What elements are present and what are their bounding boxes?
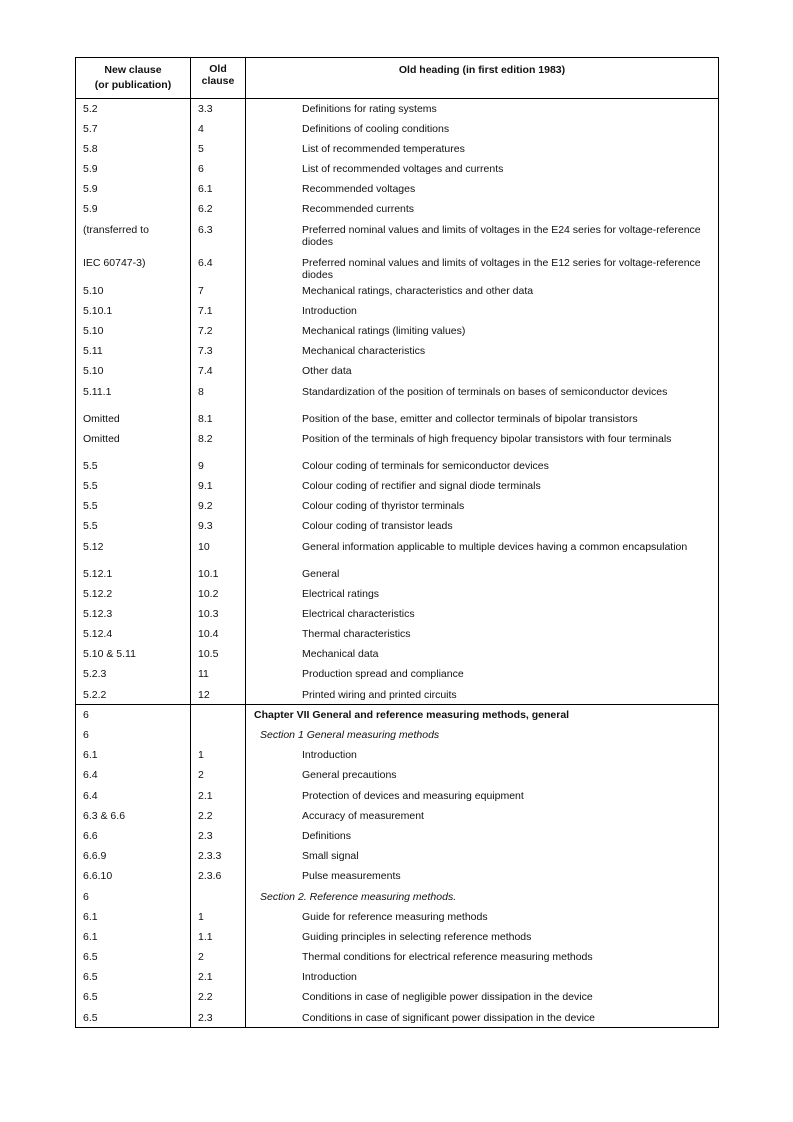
clause-correspondence-page: [75, 57, 718, 1028]
old-heading-cell: Recommended voltages: [246, 179, 719, 199]
old-clause-cell: 2.1: [191, 967, 246, 987]
old-clause-cell: 7: [191, 281, 246, 301]
table-row: [76, 866, 719, 886]
table-row: [76, 987, 719, 1007]
new-clause-cell: 6: [76, 705, 191, 725]
new-clause-cell: 5.10: [76, 281, 191, 301]
table-row: [76, 537, 719, 564]
new-clause-cell: 6.5: [76, 987, 191, 1007]
old-clause-cell: 1: [191, 745, 246, 765]
table-row: [76, 253, 719, 281]
old-clause-cell: 8: [191, 382, 246, 409]
old-clause-cell: 2: [191, 947, 246, 967]
old-heading-cell: Standardization of the position of terminals on bases of semiconductor devices: [246, 382, 719, 409]
table-header-row: [76, 58, 719, 99]
old-clause-cell: 5: [191, 139, 246, 159]
new-clause-cell: 5.12.3: [76, 604, 191, 624]
old-heading-cell: Guide for reference measuring methods: [246, 907, 719, 927]
old-clause-cell: 9: [191, 456, 246, 476]
table-row: [76, 644, 719, 664]
old-heading-cell: Other data: [246, 361, 719, 381]
table-row: [76, 516, 719, 536]
table-row: [76, 786, 719, 806]
table-row: [76, 301, 719, 321]
old-clause-cell: 10.1: [191, 564, 246, 584]
old-clause-cell: 9.3: [191, 516, 246, 536]
new-clause-cell: 6.1: [76, 907, 191, 927]
table-row: [76, 564, 719, 584]
header-new-clause-line1: New clause: [104, 64, 162, 76]
new-clause-cell: 5.5: [76, 456, 191, 476]
old-heading-cell: Mechanical characteristics: [246, 341, 719, 361]
new-clause-cell: 5.9: [76, 199, 191, 219]
old-heading-cell: Preferred nominal values and limits of voltages in the E24 series for voltage-reference diodes: [246, 220, 719, 253]
old-heading-cell: Protection of devices and measuring equipment: [246, 786, 719, 806]
table-body: [76, 99, 719, 1028]
new-clause-cell: 5.2.2: [76, 685, 191, 705]
new-clause-cell: 6.1: [76, 745, 191, 765]
old-heading-cell: Printed wiring and printed circuits: [246, 685, 719, 705]
new-clause-cell: 5.11.1: [76, 382, 191, 409]
new-clause-cell: 5.12.2: [76, 584, 191, 604]
old-clause-cell: 7.4: [191, 361, 246, 381]
new-clause-cell: 5.10: [76, 321, 191, 341]
old-heading-cell: Position of the base, emitter and collector terminals of bipolar transistors: [246, 409, 719, 429]
old-clause-cell: 10.2: [191, 584, 246, 604]
old-clause-cell: 10.3: [191, 604, 246, 624]
new-clause-cell: 5.5: [76, 516, 191, 536]
old-clause-cell: 1: [191, 907, 246, 927]
old-heading-cell: Mechanical ratings (limiting values): [246, 321, 719, 341]
old-clause-cell: 2.3.6: [191, 866, 246, 886]
table-row: [76, 99, 719, 119]
old-clause-cell: 6.3: [191, 220, 246, 253]
new-clause-cell: 5.7: [76, 119, 191, 139]
new-clause-cell: 5.12.1: [76, 564, 191, 584]
old-heading-cell: Introduction: [246, 745, 719, 765]
table-row: [76, 281, 719, 301]
new-clause-cell: 5.10: [76, 361, 191, 381]
table-row: [76, 496, 719, 516]
old-clause-cell: 10: [191, 537, 246, 564]
old-heading-cell: Position of the terminals of high frequency bipolar transistors with four terminals: [246, 429, 719, 456]
table-row: [76, 826, 719, 846]
old-clause-cell: 12: [191, 685, 246, 705]
new-clause-cell: 5.11: [76, 341, 191, 361]
new-clause-cell: 6.4: [76, 765, 191, 785]
new-clause-cell: 6.6: [76, 826, 191, 846]
old-clause-cell: 2.3.3: [191, 846, 246, 866]
old-clause-cell: 3.3: [191, 99, 246, 119]
table-row: [76, 624, 719, 644]
new-clause-cell: 5.12: [76, 537, 191, 564]
old-heading-cell: Production spread and compliance: [246, 664, 719, 684]
old-clause-cell: [191, 887, 246, 907]
old-heading-cell: Electrical characteristics: [246, 604, 719, 624]
old-heading-cell: Mechanical ratings, characteristics and other data: [246, 281, 719, 301]
new-clause-cell: 6.5: [76, 947, 191, 967]
table-row: [76, 179, 719, 199]
table-row: [76, 765, 719, 785]
old-heading-cell: Electrical ratings: [246, 584, 719, 604]
table-row: [76, 159, 719, 179]
table-row: [76, 604, 719, 624]
chapter-heading-cell: Chapter VII General and reference measuring methods, general: [246, 705, 719, 725]
old-clause-cell: 10.5: [191, 644, 246, 664]
new-clause-cell: 6.1: [76, 927, 191, 947]
old-heading-cell: Pulse measurements: [246, 866, 719, 886]
old-heading-cell: Conditions in case of significant power dissipation in the device: [246, 1008, 719, 1028]
old-clause-cell: 7.2: [191, 321, 246, 341]
new-clause-cell: (transferred to: [76, 220, 191, 253]
old-clause-cell: 8.2: [191, 429, 246, 456]
table-row: [76, 725, 719, 745]
new-clause-cell: 5.2.3: [76, 664, 191, 684]
table-row: [76, 119, 719, 139]
table-row: [76, 927, 719, 947]
new-clause-cell: 5.12.4: [76, 624, 191, 644]
old-heading-cell: General information applicable to multiple devices having a common encapsulation: [246, 537, 719, 564]
new-clause-cell: 6: [76, 887, 191, 907]
table-row: [76, 947, 719, 967]
old-clause-cell: [191, 725, 246, 745]
table-row: [76, 321, 719, 341]
table-row: [76, 846, 719, 866]
old-clause-cell: 2.2: [191, 987, 246, 1007]
new-clause-cell: 6.4: [76, 786, 191, 806]
header-new-clause: [76, 58, 191, 99]
table-row: [76, 907, 719, 927]
table-row: [76, 745, 719, 765]
old-heading-cell: Colour coding of thyristor terminals: [246, 496, 719, 516]
table-row: [76, 220, 719, 253]
old-clause-cell: 2: [191, 765, 246, 785]
new-clause-cell: 5.9: [76, 159, 191, 179]
old-clause-cell: 9.1: [191, 476, 246, 496]
table-row: [76, 409, 719, 429]
old-clause-cell: [191, 705, 246, 725]
old-heading-cell: General precautions: [246, 765, 719, 785]
table-row: [76, 199, 719, 219]
old-heading-cell: Definitions for rating systems: [246, 99, 719, 119]
old-clause-cell: 6.4: [191, 253, 246, 281]
new-clause-cell: 6.5: [76, 1008, 191, 1028]
old-heading-cell: Thermal characteristics: [246, 624, 719, 644]
old-heading-cell: Mechanical data: [246, 644, 719, 664]
new-clause-cell: Omitted: [76, 409, 191, 429]
header-old-heading: Old heading (in first edition 1983): [246, 58, 719, 99]
table-row: [76, 382, 719, 409]
table-row: [76, 361, 719, 381]
old-clause-cell: 4: [191, 119, 246, 139]
new-clause-cell: 6: [76, 725, 191, 745]
header-old-clause-line1: Old: [209, 63, 227, 75]
new-clause-cell: 5.9: [76, 179, 191, 199]
old-heading-cell: Conditions in case of negligible power dissipation in the device: [246, 987, 719, 1007]
old-heading-cell: Colour coding of transistor leads: [246, 516, 719, 536]
new-clause-cell: 6.3 & 6.6: [76, 806, 191, 826]
table-row: [76, 429, 719, 456]
new-clause-cell: 5.2: [76, 99, 191, 119]
clause-correspondence-table: [75, 57, 719, 1028]
old-clause-cell: 2.3: [191, 1008, 246, 1028]
old-heading-cell: Colour coding of rectifier and signal diode terminals: [246, 476, 719, 496]
table-row: [76, 139, 719, 159]
table-row: [76, 1008, 719, 1028]
section-heading-cell: Section 2. Reference measuring methods.: [246, 887, 719, 907]
new-clause-cell: Omitted: [76, 429, 191, 456]
old-heading-cell: Definitions of cooling conditions: [246, 119, 719, 139]
old-clause-cell: 10.4: [191, 624, 246, 644]
header-old-clause: [191, 58, 246, 99]
old-heading-cell: List of recommended temperatures: [246, 139, 719, 159]
old-clause-cell: 2.3: [191, 826, 246, 846]
table-row: [76, 967, 719, 987]
old-clause-cell: 2.1: [191, 786, 246, 806]
old-heading-cell: Small signal: [246, 846, 719, 866]
section-heading-cell: Section 1 General measuring methods: [246, 725, 719, 745]
old-clause-cell: 6.2: [191, 199, 246, 219]
new-clause-cell: 5.5: [76, 496, 191, 516]
new-clause-cell: 5.5: [76, 476, 191, 496]
table-row: [76, 887, 719, 907]
old-heading-cell: List of recommended voltages and currents: [246, 159, 719, 179]
table-row: [76, 456, 719, 476]
old-heading-cell: Preferred nominal values and limits of voltages in the E12 series for voltage-reference diodes: [246, 253, 719, 281]
table-row: [76, 584, 719, 604]
old-heading-cell: Thermal conditions for electrical reference measuring methods: [246, 947, 719, 967]
old-clause-cell: 1.1: [191, 927, 246, 947]
old-clause-cell: 7.1: [191, 301, 246, 321]
table-row: [76, 806, 719, 826]
old-clause-cell: 8.1: [191, 409, 246, 429]
new-clause-cell: 6.5: [76, 967, 191, 987]
old-clause-cell: 11: [191, 664, 246, 684]
old-heading-cell: Accuracy of measurement: [246, 806, 719, 826]
new-clause-cell: IEC 60747-3): [76, 253, 191, 281]
new-clause-cell: 5.8: [76, 139, 191, 159]
old-heading-cell: Colour coding of terminals for semiconductor devices: [246, 456, 719, 476]
old-heading-cell: Recommended currents: [246, 199, 719, 219]
old-clause-cell: 7.3: [191, 341, 246, 361]
new-clause-cell: 6.6.10: [76, 866, 191, 886]
header-new-clause-line2: (or publication): [94, 79, 172, 91]
old-heading-cell: General: [246, 564, 719, 584]
table-row: [76, 476, 719, 496]
table-row: [76, 341, 719, 361]
old-clause-cell: 9.2: [191, 496, 246, 516]
new-clause-cell: 6.6.9: [76, 846, 191, 866]
table-row: [76, 664, 719, 684]
old-heading-cell: Introduction: [246, 967, 719, 987]
old-heading-cell: Introduction: [246, 301, 719, 321]
old-heading-cell: Definitions: [246, 826, 719, 846]
new-clause-cell: 5.10.1: [76, 301, 191, 321]
old-clause-cell: 6.1: [191, 179, 246, 199]
table-row: [76, 685, 719, 705]
new-clause-cell: 5.10 & 5.11: [76, 644, 191, 664]
header-old-clause-line2: clause: [201, 75, 235, 87]
old-clause-cell: 6: [191, 159, 246, 179]
old-clause-cell: 2.2: [191, 806, 246, 826]
table-row: [76, 705, 719, 725]
old-heading-cell: Guiding principles in selecting reference methods: [246, 927, 719, 947]
